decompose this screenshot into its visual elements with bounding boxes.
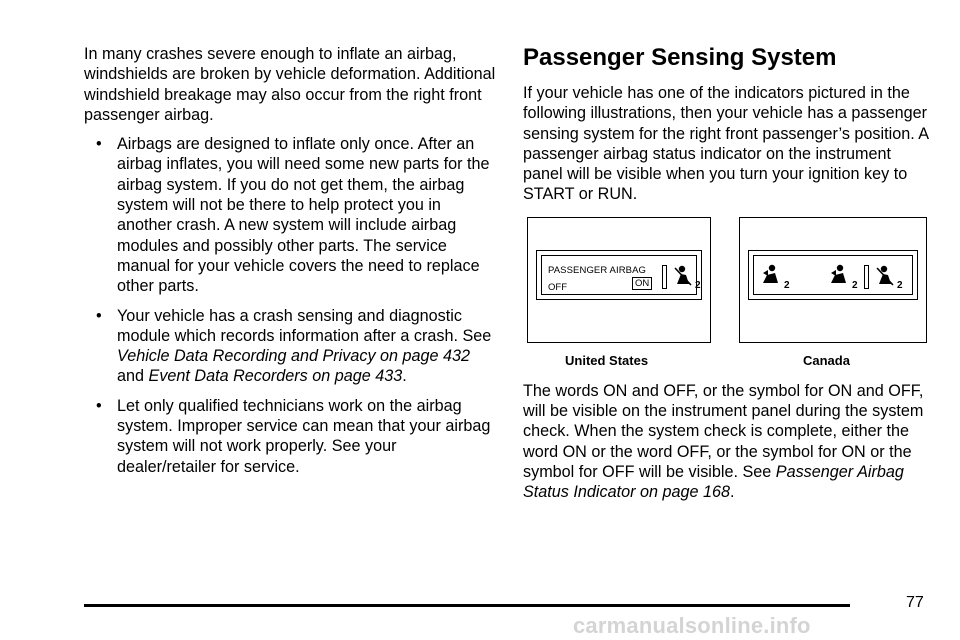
link-event-data-recorders[interactable]: Event Data Recorders on page 433 xyxy=(148,367,403,386)
seat-symbol-subscript-3: 2 xyxy=(897,279,903,291)
system-check-paragraph xyxy=(523,381,935,503)
bullet-inflate-once xyxy=(84,134,496,296)
seat-symbol-subscript: 2 xyxy=(695,279,701,291)
passenger-airbag-label: PASSENGER AIRBAG xyxy=(548,264,647,276)
off-label: OFF xyxy=(548,281,567,293)
bullet-crash-module-and: and xyxy=(117,367,149,386)
caption-united-states: United States xyxy=(565,352,649,368)
link-vehicle-data-recording[interactable]: Vehicle Data Recording and Privacy on page 432 xyxy=(117,347,471,366)
bullet-crash-module-text: Your vehicle has a crash sensing and diagnostic module which records information after a crash. See xyxy=(117,306,492,345)
indicator-bar-icon-2 xyxy=(864,265,869,289)
indicator-figures xyxy=(523,217,935,377)
indicator-bar-icon xyxy=(662,265,667,289)
left-column xyxy=(84,44,496,477)
bullet-qualified-technicians xyxy=(84,396,496,477)
on-label: ON xyxy=(632,277,652,290)
seat-symbol-subscript-1: 2 xyxy=(784,279,790,291)
airbag-windshield-paragraph: In many crashes severe enough to inflate an airbag, windshields are broken by vehicle deformation. Additional windshield breakage may also occur from the right front passenger airbag. xyxy=(84,45,496,124)
section-heading: Passenger Sensing System xyxy=(523,44,837,71)
passenger-seat-on-icon xyxy=(760,264,782,286)
system-check-end: . xyxy=(730,483,735,502)
right-column xyxy=(523,44,935,503)
footer-rule xyxy=(84,604,850,607)
canada-indicator-figure xyxy=(739,217,927,343)
passenger-seat-off-icon-2 xyxy=(874,265,896,287)
passenger-seat-off-icon xyxy=(672,265,694,287)
bullet-crash-module xyxy=(84,306,496,387)
page-number: 77 xyxy=(906,594,924,611)
canada-indicator-display xyxy=(748,250,918,300)
us-indicator-display xyxy=(536,250,702,300)
seat-symbol-subscript-2: 2 xyxy=(852,279,858,291)
watermark: carmanualsonline.info xyxy=(573,613,811,638)
link-passenger-airbag-status[interactable]: Passenger Airbag Status Indicator on page 168 xyxy=(523,462,904,502)
bullet-inflate-once-text: Airbags are designed to inflate only once. After an airbag inflates, you will need some new parts for the airbag system. If you do not get them, the airbag system will not be there to help protect you in another crash. A new system will include airbag modules and possibly other parts. The service manual for your vehicle covers the need to replace other parts. xyxy=(117,135,490,296)
passenger-sensing-intro: If your vehicle has one of the indicators pictured in the following illustrations, then your vehicle has a passenger sensing system for the right front passenger’s position. A passenger airbag status indicator on the instrument panel will be visible when you turn your ignition key to START or RUN. xyxy=(523,84,929,204)
caption-canada: Canada xyxy=(803,352,850,368)
system-check-text: The words ON and OFF, or the symbol for ON and OFF, will be visible on the instrument panel during the system check. When the system check is complete, either the word ON or the word OFF, or the symbol for ON or the symbol for OFF will be visible. See xyxy=(523,381,924,481)
bullet-qualified-technicians-text: Let only qualified technicians work on the airbag system. Improper service can mean that your airbag system will not work properly. See your dealer/retailer for service. xyxy=(117,396,491,476)
bullet-crash-module-end: . xyxy=(402,367,407,386)
passenger-seat-on-icon-2 xyxy=(828,264,850,286)
us-indicator-figure xyxy=(527,217,711,343)
